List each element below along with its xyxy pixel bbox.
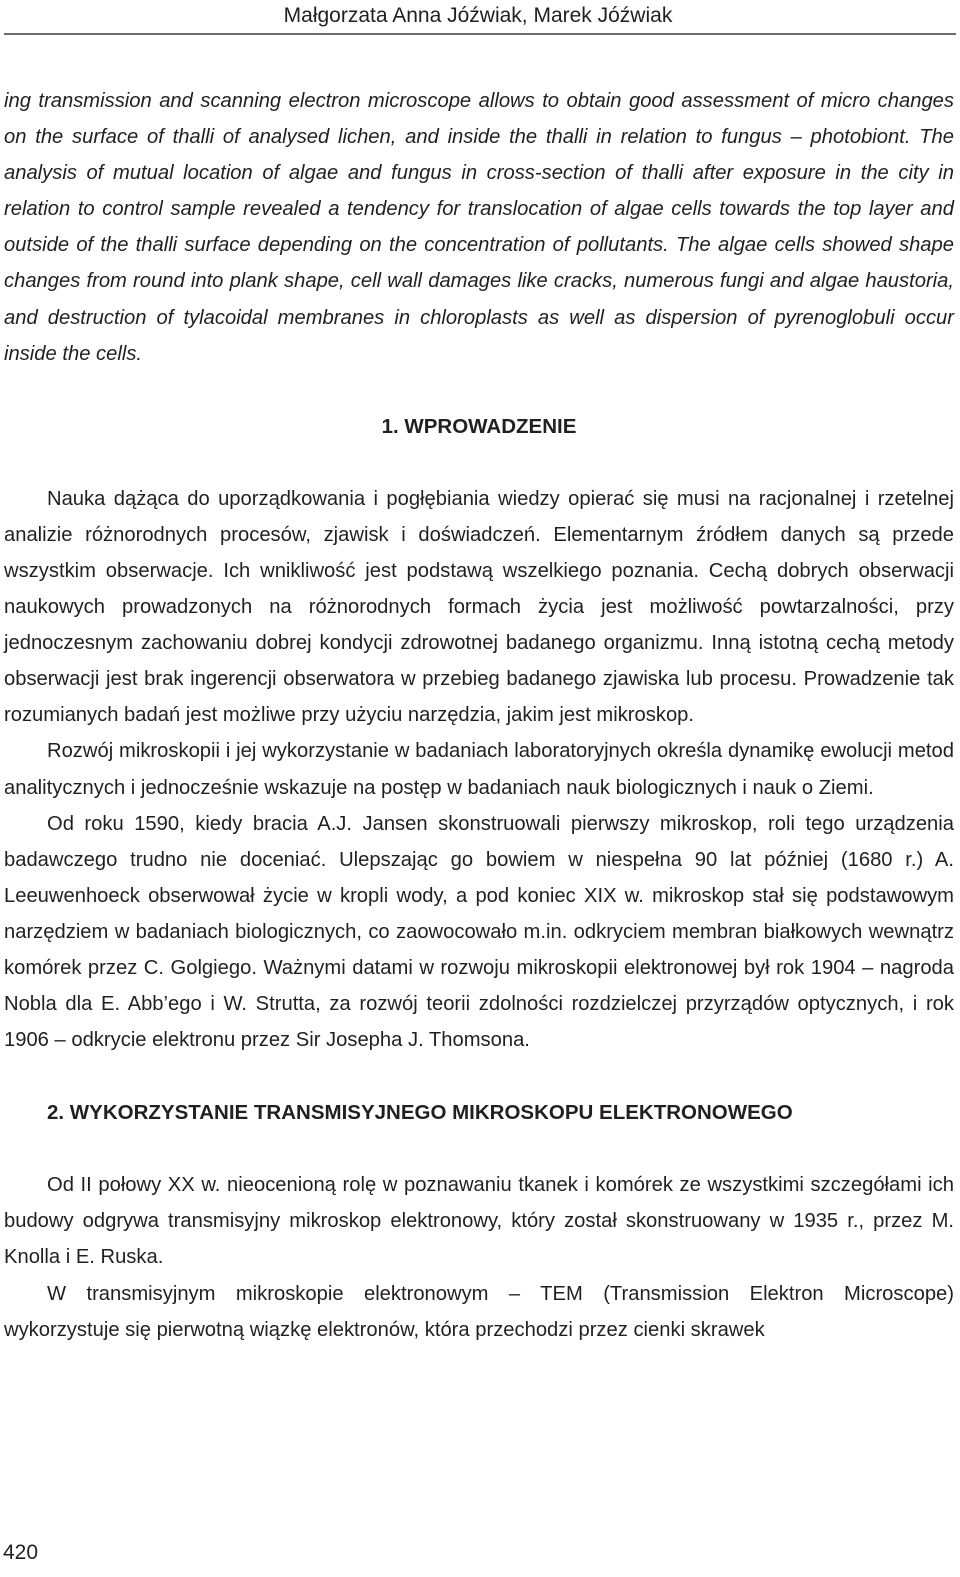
page-number: 420 [3, 1541, 39, 1564]
abstract-paragraph: ing transmission and scanning electron microscope allows to obtain good assessment of micro changes on the surface of thalli of analysed lichen, and inside the thalli in relation to fungus – photobiont. The analysis of mutual location of algae and fungus in cross-section of thalli after exposure in the city in relation to control sample revealed a tendency for translocation of algae cells towards the top layer and outside of the thalli surface depending on the concentration of pollutants. The algae cells showed shape changes from round into plank shape, cell wall damages like cracks, numerous fungi and algae haustoria, and destruction of tylacoidal membranes in chloroplasts as well as dispersion of pyrenoglobuli occur inside the cells. [4, 90, 954, 365]
section-1-paragraph: Nauka dążąca do uporządkowania i pogłębiania wiedzy opierać się musi na racjonalnej i rzetelnej analizie różnorodnych procesów, zjawisk i doświadczeń. Elementarnym źródłem danych są przede wszystkim obserwacje. Ich wnikliwość jest podstawą wszelkiego poznania. Cechą dobrych obserwacji naukowych prowadzonych na różnorodnych formach życia jest możliwość powtarzalności, przy jednoczesnym zachowaniu dobrej kondycji zdrowotnej badanego organizmu. Inną istotną cechą metody obserwacji jest brak ingerencji obserwatora w przebieg badanego zjawiska lub procesu. Prowadzenie tak rozumianych badań jest możliwe przy użyciu narzędzia, jakim jest mikroskop. [4, 487, 954, 727]
section-1-paragraph: Rozwój mikroskopii i jej wykorzystanie w badaniach laboratoryjnych określa dynamikę ewolucji metod analitycznych i jednocześnie wskazuje na postęp w badaniach nauk biologicznych i nauk o Ziemi. [4, 740, 954, 799]
section-1-paragraph: Od roku 1590, kiedy bracia A.J. Jansen skonstruowali pierwszy mikroskop, roli tego urządzenia badawczego trudno nie doceniać. Ulepszając go bowiem w niespełna 90 lat później (1680 r.) A. Leeuwenhoeck obserwował życie w kropli wody, a pod koniec XIX w. mikroskop stał się podstawowym narzędziem w badaniach biologicznych, co zaowocowało m.in. odkryciem membran białkowych wewnątrz komórek przez C. Golgiego. Ważnymi datami w rozwoju mikroskopii elektronowej był rok 1904 – nagroda Nobla dla E. Abb’ego i W. Strutta, za rozwój teorii zdolności rozdzielczej przyrządów optycznych, i rok 1906 – odkrycie elektronu przez Sir Josepha J. Thomsona. [4, 812, 954, 1052]
section-2-paragraph: W transmisyjnym mikroskopie elektronowym – TEM (Transmission Elektron Microscope) wykorzystuje się pierwotną wiązkę elektronów, która przechodzi przez cienki skrawek [4, 1282, 954, 1341]
section-2-heading: 2. WYKORZYSTANIE TRANSMISYJNEGO MIKROSKOPU ELEKTRONOWEGO [47, 1101, 793, 1125]
spacer [4, 1131, 954, 1167]
running-header-authors: Małgorzata Anna Jóźwiak, Marek Jóźwiak [283, 4, 673, 27]
section-1-heading: 1. WPROWADZENIE [381, 414, 577, 438]
header-divider [4, 33, 956, 35]
section-2-paragraph: Od II połowy XX w. nieocenioną rolę w poznawaniu tkanek i komórek ze wszystkimi szczegółami ich budowy odgrywa transmisyjny mikroskop elektronowy, który został skonstruowany w 1935 r., przez M. Knolla i E. Ruska. [4, 1174, 954, 1269]
spacer [4, 372, 954, 409]
page-body [4, 83, 954, 1348]
spacer [4, 445, 954, 481]
spacer [4, 1058, 954, 1095]
